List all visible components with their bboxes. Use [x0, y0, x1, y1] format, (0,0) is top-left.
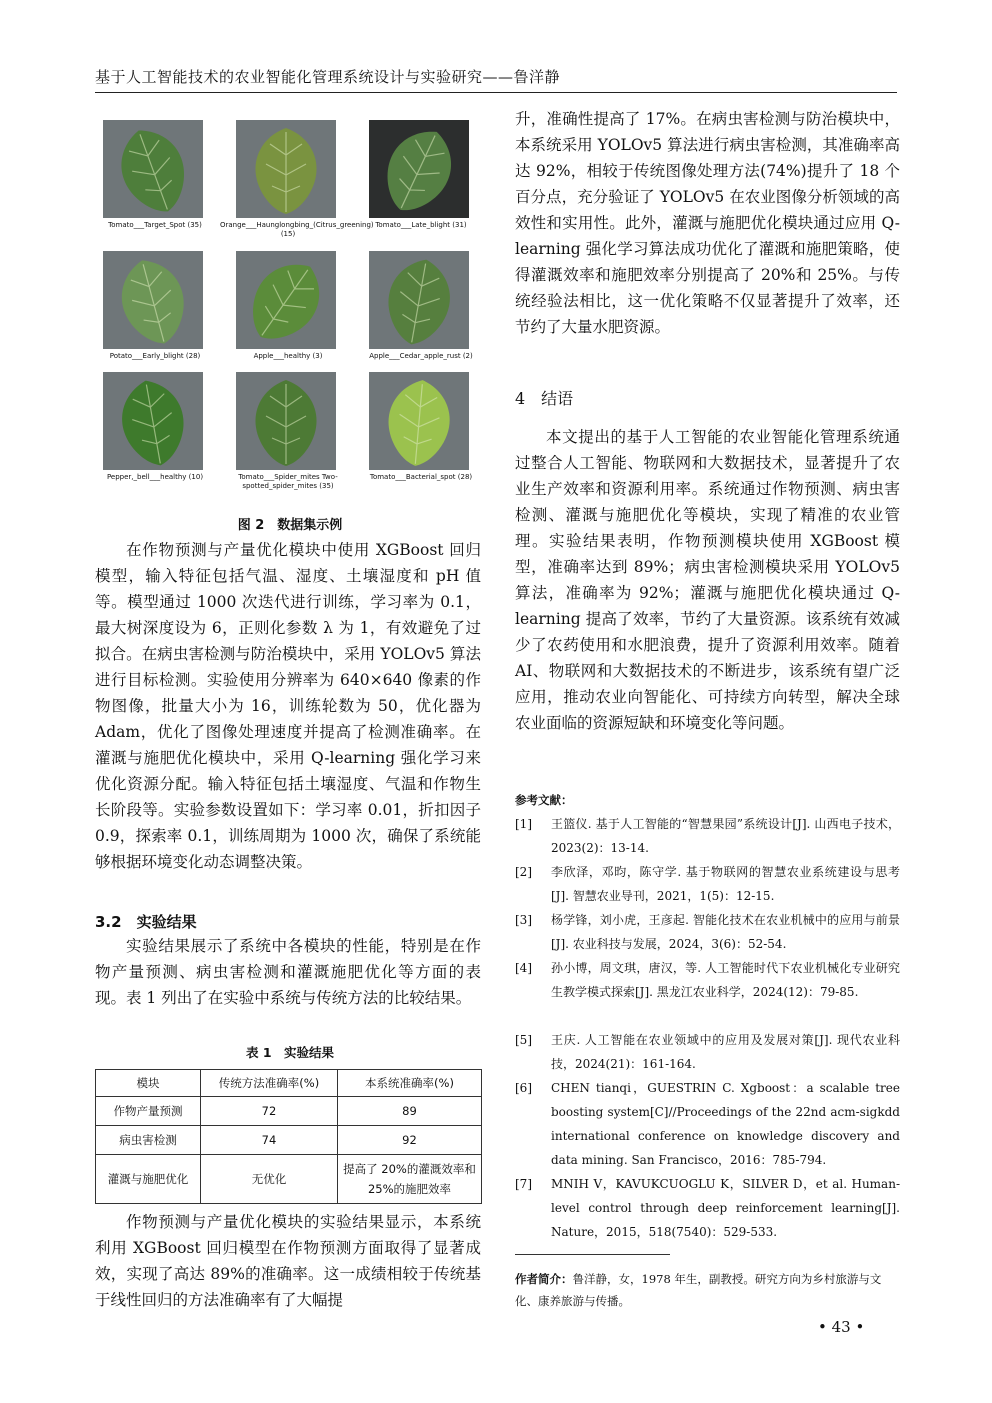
reference-number: [1]	[515, 817, 532, 831]
reference-text: CHEN tianqi，GUESTRIN C. Xgboost：a scalable tree boosting system[C]//Proceedings of the 22nd acm-sigkdd international conference on knowledge discovery and data mining. San Francisco，2016：785-794.	[551, 1081, 900, 1167]
figure-caption: 图 2 数据集示例	[237, 518, 343, 533]
reference-text: 王篮仪. 基于人工智能的“智慧果园”系统设计[J]. 山西电子技术，2023(2)：13-14.	[551, 817, 900, 855]
table-cell: 89	[338, 1097, 482, 1126]
table-cell: 74	[201, 1126, 338, 1155]
figure-cell	[228, 251, 348, 371]
figure-cell	[220, 120, 374, 240]
leaf-image	[236, 251, 336, 349]
page-number: • 43 •	[818, 1318, 865, 1336]
image-label: Apple___Cedar_apple_rust (2)	[369, 352, 473, 360]
table-cell: 病虫害检测	[96, 1126, 201, 1155]
results-table	[95, 1069, 482, 1204]
reference-text: 杨学锋，刘小虎，王彦起. 智能化技术在农业机械中的应用与前景[J]. 农业科技与发展，2024，3(6)：52-54.	[551, 913, 900, 951]
reference-number: [6]	[515, 1081, 532, 1095]
author-note	[515, 1268, 900, 1312]
table-cell: 72	[201, 1097, 338, 1126]
leaf-icon	[103, 251, 203, 349]
reference-text: 孙小博，周文琪，唐汉，等. 人工智能时代下农业机械化专业研究生教学模式探索[J]. 黑龙江农业科学，2024(12)：79-85.	[551, 961, 900, 999]
leaf-icon	[369, 120, 469, 218]
image-label: Tomato___Spider_mites Two-spotted_spider_mites (35)	[238, 473, 338, 490]
reference-item	[515, 956, 900, 1004]
leaf-image	[236, 372, 336, 470]
leaf-image	[369, 251, 469, 349]
reference-item	[515, 812, 900, 860]
leaf-icon	[369, 372, 469, 470]
leaf-icon	[236, 372, 336, 470]
header-rule	[95, 92, 897, 93]
figure-cell	[95, 120, 215, 240]
table-header-cell: 模块	[96, 1070, 201, 1097]
table-cell: 无优化	[201, 1155, 338, 1204]
leaf-icon	[103, 372, 203, 470]
references-heading: 参考文献：	[515, 793, 573, 807]
author-label: 作者简介：	[515, 1272, 573, 1286]
reference-number: [3]	[515, 913, 532, 927]
table-header-row	[96, 1070, 482, 1097]
leaf-icon	[369, 251, 469, 349]
reference-number: [5]	[515, 1033, 532, 1047]
image-label: Apple___healthy (3)	[253, 352, 323, 360]
reference-item	[515, 860, 900, 908]
footnote-rule	[515, 1254, 670, 1255]
figure-cell	[361, 372, 481, 492]
leaf-image	[103, 120, 203, 218]
image-label: Tomato___Bacterial_spot (28)	[369, 473, 473, 481]
figure-cell	[228, 372, 348, 492]
table-row	[96, 1126, 482, 1155]
author-text: 鲁洋静，女，1978 年生，副教授。研究方向为乡村旅游与文化、康养旅游与传播。	[515, 1272, 882, 1308]
image-label: Tomato___Late_blight (31)	[375, 221, 467, 229]
table-row	[96, 1155, 482, 1204]
body-paragraph: 实验结果展示了系统中各模块的性能，特别是在作物产量预测、病虫害检测和灌溉施肥优化等方面的表现。表 1 列出了在实验中系统与传统方法的比较结果。	[95, 937, 481, 1007]
running-header: 基于人工智能技术的农业智能化管理系统设计与实验研究——鲁洋静	[95, 68, 561, 86]
leaf-image	[103, 251, 203, 349]
dataset-figure	[95, 120, 485, 500]
table-cell: 灌溉与施肥优化	[96, 1155, 201, 1204]
table-header-cell: 传统方法准确率(%)	[201, 1070, 338, 1097]
image-label: Potato___Early_blight (28)	[109, 352, 201, 360]
reference-text: 李欣泽，邓昀，陈守学. 基于物联网的智慧农业系统建设与思考[J]. 智慧农业导刊，2021，1(5)：12-15.	[551, 865, 900, 903]
figure-cell	[95, 251, 215, 371]
reference-item	[515, 1028, 900, 1076]
figure-cell	[95, 372, 215, 492]
reference-number: [2]	[515, 865, 532, 879]
section-heading: 4 结语	[515, 389, 574, 408]
reference-item	[515, 1076, 900, 1172]
body-paragraph: 在作物预测与产量优化模块中使用 XGBoost 回归模型，输入特征包括气温、湿度、土壤湿度和 pH 值等。模型通过 1000 次迭代进行训练，学习率为 0.1，最大树深度设为 6，正则化参数 λ 为 1，有效避免了过拟合。在病虫害检测与防治模块中，采用 YOLOv5 算法进行目标检测。实验使用分辨率为 640×640 像素的作物图像，批量大小为 16，训练轮数为 50，优化器为 Adam，优化了图像处理速度并提高了检测准确率。在灌溉与施肥优化模块中，采用 Q-learning 强化学习来优化资源分配。输入特征包括土壤湿度、气温和作物生长阶段等。实验参数设置如下：学习率 0.01，折扣因子 0.9，探索率 0.1，训练周期为 1000 次，确保了系统能够根据环境变化动态调整决策。	[95, 541, 481, 871]
reference-number: [7]	[515, 1177, 532, 1191]
body-paragraph: 本文提出的基于人工智能的农业智能化管理系统通过整合人工智能、物联网和大数据技术，显著提升了农业生产效率和资源利用率。系统通过作物预测、病虫害检测、灌溉与施肥优化等模块，实现了精准的农业管理。实验结果表明，作物预测模块使用 XGBoost 模型，准确率达到 89%；病虫害检测模块采用 YOLOv5 算法，准确率为 92%；灌溉与施肥优化模块通过 Q-learning 提高了效率，节约了大量资源。该系统有效减少了农药使用和水肥浪费，提升了资源利用效率。随着 AI、物联网和大数据技术的不断进步，该系统有望广泛应用，推动农业向智能化、可持续方向转型，解决全球农业面临的资源短缺和环境变化等问题。	[515, 428, 900, 732]
leaf-image	[369, 372, 469, 470]
reference-item	[515, 908, 900, 956]
reference-item	[515, 1172, 900, 1244]
table-header-cell: 本系统准确率(%)	[338, 1070, 482, 1097]
section-heading: 3.2 实验结果	[95, 913, 197, 931]
table-caption: 表 1 实验结果	[245, 1045, 335, 1060]
leaf-image	[103, 372, 203, 470]
leaf-image	[369, 120, 469, 218]
table-cell: 作物产量预测	[96, 1097, 201, 1126]
figure-cell	[361, 251, 481, 371]
body-paragraph: 升，准确性提高了 17%。在病虫害检测与防治模块中，本系统采用 YOLOv5 算法进行病虫害检测，其准确率高达 92%，相较于传统图像处理方法(74%)提升了 18 个百分点，充分验证了 YOLOv5 在农业图像分析领域的高效性和实用性。此外，灌溉与施肥优化模块通过应用 Q-learning 强化学习算法成功优化了灌溉和施肥策略，使得灌溉效率和施肥效率分别提高了 20%和 25%。与传统经验法相比，这一优化策略不仅显著提升了效率，还节约了大量水肥资源。	[515, 110, 900, 336]
reference-number: [4]	[515, 961, 532, 975]
image-label: Pepper,_bell___healthy (10)	[106, 473, 204, 481]
reference-text: MNIH V，KAVUKCUOGLU K，SILVER D，et al. Human-level control through deep reinforcement learning[J]. Nature，2015，518(7540)：529-533.	[551, 1177, 900, 1239]
body-paragraph: 作物预测与产量优化模块的实验结果显示，本系统利用 XGBoost 回归模型在作物预测方面取得了显著成效，实现了高达 89%的准确率。这一成绩相较于传统基于线性回归的方法准确率有了大幅提	[95, 1213, 481, 1309]
table-cell: 92	[338, 1126, 482, 1155]
leaf-icon	[236, 251, 336, 349]
figure-cell	[361, 120, 481, 240]
leaf-image	[236, 120, 336, 218]
leaf-icon	[236, 120, 336, 218]
table-row	[96, 1097, 482, 1126]
table-cell: 提高了 20%的灌溉效率和 25%的施肥效率	[338, 1155, 482, 1204]
reference-text: 王庆. 人工智能在农业领域中的应用及发展对策[J]. 现代农业科技，2024(21)：161-164.	[551, 1033, 900, 1071]
leaf-icon	[103, 120, 203, 218]
image-label: Tomato___Target_Spot (35)	[108, 221, 202, 229]
image-label: Orange___Haunglongbing_(Citrus_greening) (15)	[220, 221, 374, 238]
